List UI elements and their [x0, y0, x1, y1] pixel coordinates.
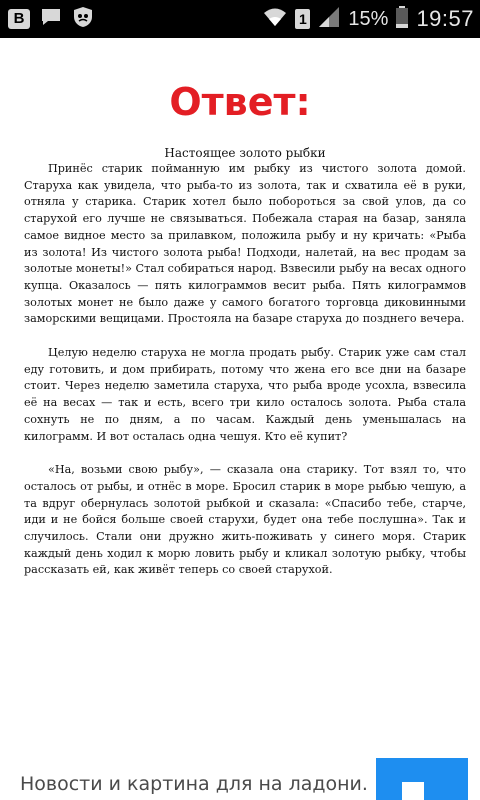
story-paragraph: «На, возьми свою рыбу», — сказала она старику. Тот взял то, что осталось от рыбы, и отнёс в море. Бросил старик в море рыбью чешую, а та вдруг обернулась золотой рыбкой и сказала: «Спасибо тебе, старче, иди и не бойся больше своей старухи, будет она тебе послушна». Так и случилось. Стали они дружно жить-поживать у синего моря. Старик каждый день ходил к морю ловить рыбу и кликал золотую рыбку, чтобы рассказать ей, как живёт теперь со своей старухой.: [24, 463, 466, 577]
logo-square-icon: [402, 782, 424, 800]
battery-percent: 15%: [348, 7, 389, 30]
promo-banner[interactable]: [0, 758, 480, 800]
battery-icon: [396, 6, 408, 32]
banner-text[interactable]: Новости и картина для на ладони.: [20, 773, 368, 795]
signal-icon: [318, 6, 340, 32]
status-bar: [0, 0, 480, 38]
sim-indicator: 1: [295, 9, 310, 29]
system-status: [263, 0, 474, 38]
shield-app-icon: [72, 6, 94, 32]
clock: 19:57: [416, 6, 474, 31]
story-paragraph: Принёс старик пойманную им рыбку из чистого золота домой. Старуха как увидела, что рыба-то из золота, так и схватила её в руки, отняла у старика. Старик хотел было побороться за свой улов, да со старухой его лучше не связываться. Побежала старая на базар, заняла самое видное место за прилавком, положила рыбу и ну кричать: «Рыба из золота! Из чистого золота рыба! Подходи, налетай, на вес продам за золотые монеты!» Стал собираться народ. Взвесили рыбу на весах одного купца. Оказалось — пять килограммов весит рыба. Пять килограммов золотых монет не было даже у самого богатого торговца диковинными заморскими вещицами. Простояла на базаре старуха до позднего вечера.: [24, 162, 466, 326]
chat-icon: [40, 7, 62, 31]
story-title: Настоящее золото рыбки: [164, 146, 326, 160]
banner-logo-icon[interactable]: [376, 758, 468, 800]
notification-icons: [8, 7, 94, 31]
story-scan: [24, 145, 466, 579]
wifi-icon: [263, 7, 287, 31]
answer-heading: Ответ:: [169, 80, 311, 124]
vk-notification-icon: В: [8, 9, 30, 29]
story-paragraph: Целую неделю старуха не могла продать рыбу. Старик уже сам стал еду готовить, и дом прибирать, потому что жена его все дни на базаре стоит. Через неделю заметила старуха, что рыба вроде усохла, взвесила её на весах — так и есть, всего три кило осталось золота. Рыба стала сохнуть не по дням, а по часам. Каждый день уменьшалась на килограмм. И вот осталась одна чешуя. Кто её купит?: [24, 346, 466, 443]
